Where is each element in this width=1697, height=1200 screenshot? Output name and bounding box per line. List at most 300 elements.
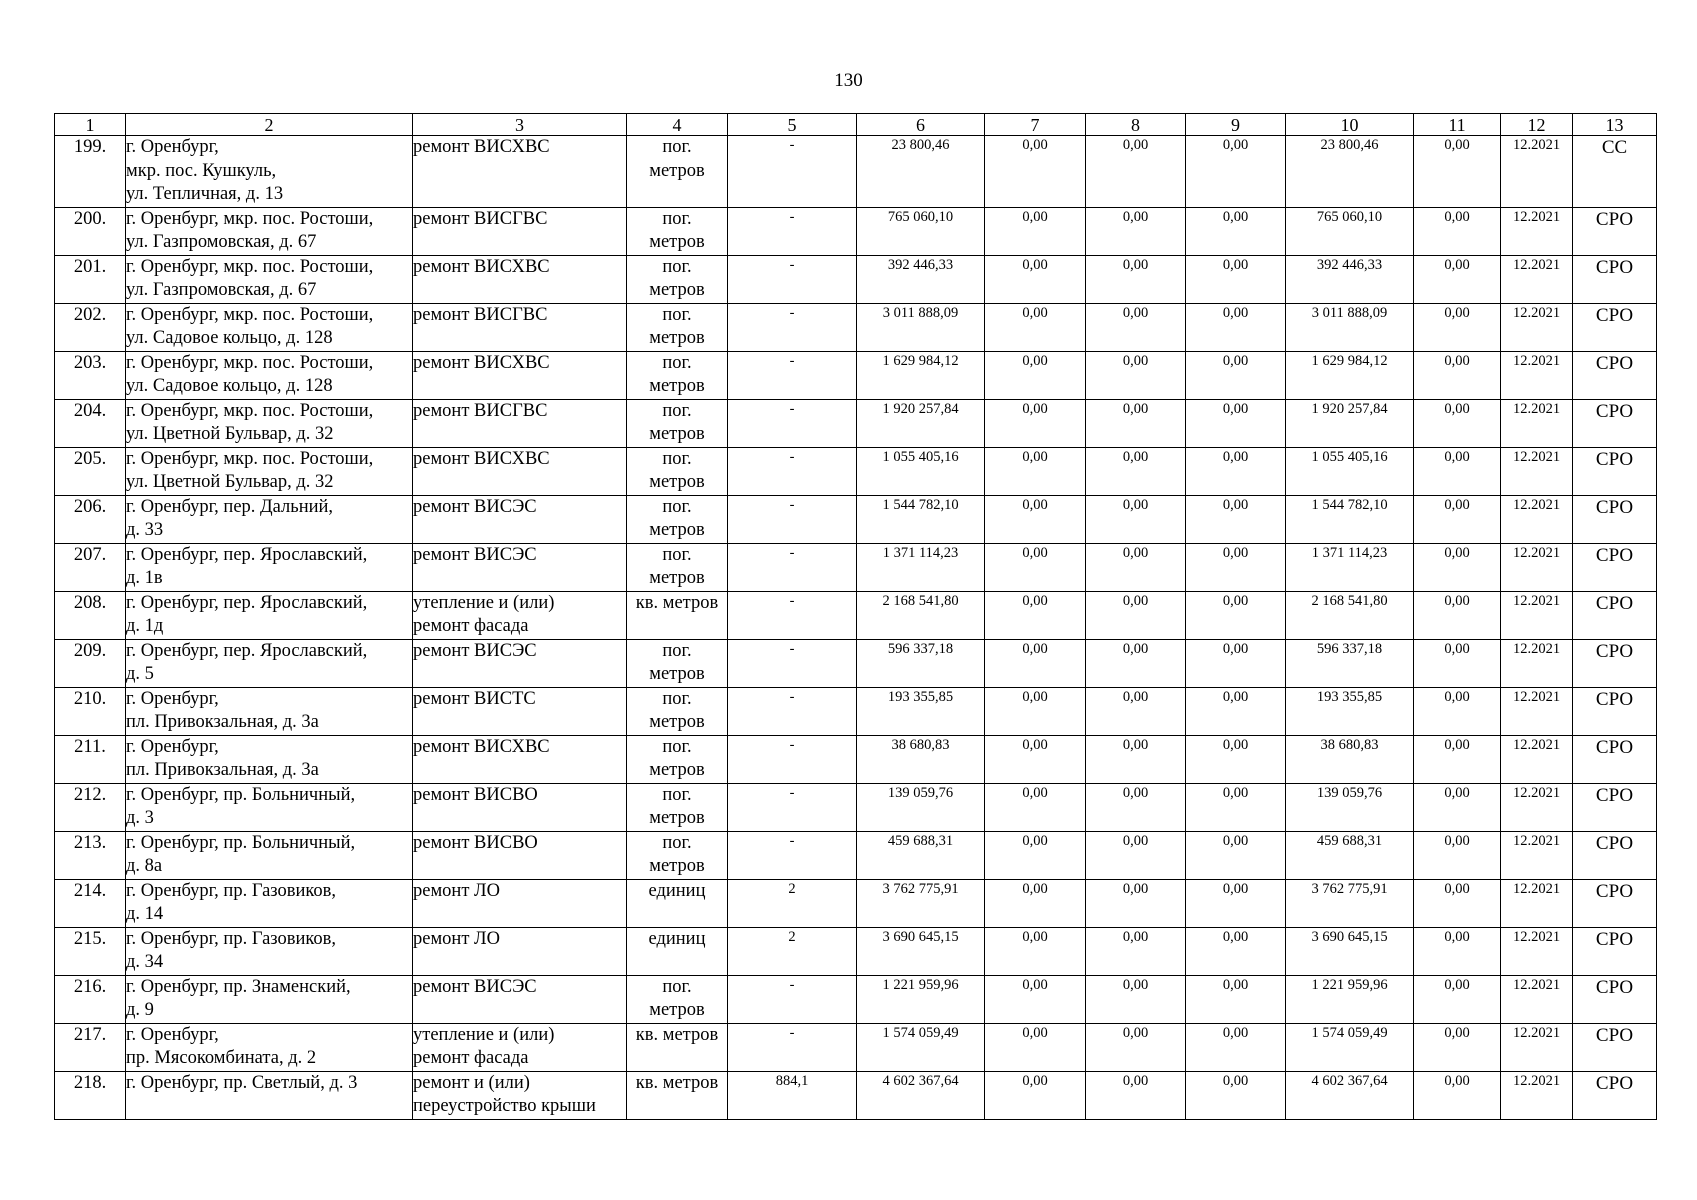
cost-col8-cell-text: 0,00 (1122, 208, 1149, 225)
address-cell-text: г. Оренбург, мкр. пос. Ростоши, ул. Газпромовская, д. 67 (126, 208, 374, 252)
cost-col8-cell (1086, 1023, 1186, 1071)
cost-col8-cell-text: 0,00 (1122, 928, 1149, 945)
funding-source-cell (1573, 351, 1657, 399)
table-row (55, 136, 1657, 208)
cost-col7-cell-text: 0,00 (1022, 448, 1048, 465)
cost-col8-cell (1086, 783, 1186, 831)
funding-source-cell (1573, 1071, 1657, 1119)
total-cost-cell-text: 139 059,76 (887, 784, 954, 801)
row-number-text: 212. (73, 784, 107, 805)
work-type-cell (413, 399, 627, 447)
funding-source-cell (1573, 735, 1657, 783)
cost-col9-cell-text: 0,00 (1222, 832, 1249, 849)
total-cost-cell (857, 735, 985, 783)
deadline-cell (1501, 687, 1573, 735)
address-cell (126, 303, 413, 351)
total-cost-cell-text: 193 355,85 (887, 688, 954, 705)
cost-col7-cell-text: 0,00 (1022, 496, 1048, 513)
cost-col10-cell (1286, 783, 1414, 831)
total-cost-cell-text: 4 602 367,64 (882, 1072, 959, 1089)
deadline-cell (1501, 639, 1573, 687)
table-row (55, 351, 1657, 399)
column-number-4: 4 (627, 114, 728, 136)
cost-col8-cell (1086, 543, 1186, 591)
unit-cell-text: пог. метров (649, 448, 705, 492)
address-cell-text: г. Оренбург, мкр. пос. Ростоши, ул. Садовое кольцо, д. 128 (126, 352, 374, 396)
cost-col10-cell (1286, 399, 1414, 447)
cost-col11-cell-text: 0,00 (1444, 928, 1470, 945)
funding-source-cell (1573, 975, 1657, 1023)
total-cost-cell (857, 495, 985, 543)
address-cell (126, 255, 413, 303)
cost-col11-cell-text: 0,00 (1444, 784, 1470, 801)
deadline-cell-text: 12.2021 (1512, 1024, 1561, 1041)
cost-col9-cell (1186, 927, 1286, 975)
address-cell (126, 351, 413, 399)
cost-col7-cell-text: 0,00 (1022, 400, 1048, 417)
cost-col10-cell-text: 392 446,33 (1316, 256, 1383, 273)
deadline-cell (1501, 303, 1573, 351)
funding-source-cell (1573, 303, 1657, 351)
cost-col11-cell (1414, 831, 1501, 879)
quantity-cell (728, 543, 857, 591)
cost-col9-cell (1186, 399, 1286, 447)
total-cost-cell-text: 392 446,33 (887, 256, 954, 273)
quantity-cell (728, 879, 857, 927)
row-number (55, 207, 126, 255)
cost-col9-cell-text: 0,00 (1222, 976, 1249, 993)
address-cell-text: г. Оренбург, пл. Привокзальная, д. 3а (126, 688, 319, 732)
unit-cell (627, 136, 728, 208)
address-cell (126, 879, 413, 927)
quantity-cell (728, 1071, 857, 1119)
cost-col9-cell-text: 0,00 (1222, 784, 1249, 801)
work-type-cell (413, 783, 627, 831)
deadline-cell-text: 12.2021 (1512, 400, 1561, 417)
row-number-text: 204. (73, 400, 107, 421)
table-row (55, 207, 1657, 255)
column-number-1: 1 (55, 114, 126, 136)
total-cost-cell (857, 207, 985, 255)
cost-col10-cell (1286, 351, 1414, 399)
unit-cell (627, 207, 728, 255)
address-cell (126, 447, 413, 495)
cost-col8-cell (1086, 639, 1186, 687)
address-cell-text: г. Оренбург, пр. Больничный, д. 3 (126, 784, 356, 828)
row-number-text: 206. (73, 496, 107, 517)
cost-col11-cell (1414, 783, 1501, 831)
address-cell-text: г. Оренбург, мкр. пос. Ростоши, ул. Цветной Бульвар, д. 32 (126, 448, 374, 492)
funding-source-cell (1573, 447, 1657, 495)
work-type-cell (413, 255, 627, 303)
funding-source-cell-text: СРО (1595, 304, 1634, 326)
work-type-cell-text: ремонт ВИСЭС (413, 496, 537, 517)
funding-source-cell (1573, 591, 1657, 639)
address-cell (126, 783, 413, 831)
table-row (55, 495, 1657, 543)
total-cost-cell-text: 38 680,83 (891, 736, 950, 753)
funding-source-cell (1573, 1023, 1657, 1071)
cost-col8-cell-text: 0,00 (1122, 592, 1149, 609)
cost-col11-cell (1414, 399, 1501, 447)
work-type-cell (413, 735, 627, 783)
deadline-cell (1501, 351, 1573, 399)
unit-cell-text: пог. метров (649, 688, 705, 732)
cost-col9-cell-text: 0,00 (1222, 736, 1249, 753)
table-row (55, 543, 1657, 591)
deadline-cell-text: 12.2021 (1512, 256, 1561, 273)
total-cost-cell (857, 1071, 985, 1119)
quantity-cell-text: - (789, 832, 795, 849)
funding-source-cell-text: СРО (1595, 688, 1634, 710)
cost-col8-cell (1086, 351, 1186, 399)
cost-col11-cell (1414, 255, 1501, 303)
unit-cell (627, 927, 728, 975)
cost-col7-cell (985, 591, 1086, 639)
cost-col8-cell-text: 0,00 (1122, 544, 1149, 561)
cost-col8-cell-text: 0,00 (1122, 880, 1149, 897)
row-number-text: 217. (73, 1024, 107, 1045)
quantity-cell-text: - (789, 784, 795, 801)
column-number-2: 2 (126, 114, 413, 136)
cost-col7-cell-text: 0,00 (1022, 688, 1048, 705)
cost-col11-cell-text: 0,00 (1444, 137, 1470, 153)
cost-col9-cell (1186, 136, 1286, 208)
quantity-cell (728, 207, 857, 255)
cost-col7-cell (985, 136, 1086, 208)
deadline-cell-text: 12.2021 (1512, 544, 1561, 561)
cost-col8-cell-text: 0,00 (1122, 256, 1149, 273)
cost-col11-cell (1414, 735, 1501, 783)
cost-col7-cell-text: 0,00 (1022, 352, 1048, 369)
cost-col10-cell-text: 596 337,18 (1316, 640, 1383, 657)
table-row (55, 591, 1657, 639)
address-cell-text: г. Оренбург, пер. Ярославский, д. 1в (126, 544, 368, 588)
funding-source-cell (1573, 783, 1657, 831)
cost-col9-cell (1186, 783, 1286, 831)
deadline-cell (1501, 879, 1573, 927)
quantity-cell (728, 735, 857, 783)
quantity-cell-text: - (789, 304, 795, 321)
total-cost-cell-text: 596 337,18 (887, 640, 954, 657)
address-cell-text: г. Оренбург, мкр. пос. Ростоши, ул. Газпромовская, д. 67 (126, 256, 374, 300)
work-type-cell-text: ремонт ЛО (413, 928, 500, 949)
funding-source-cell-text: СРО (1595, 640, 1634, 662)
table-row (55, 927, 1657, 975)
row-number (55, 639, 126, 687)
work-type-cell-text: ремонт ВИСГВС (413, 400, 548, 421)
cost-col7-cell (985, 207, 1086, 255)
deadline-cell-text: 12.2021 (1512, 304, 1561, 321)
quantity-cell-text: - (789, 256, 795, 273)
funding-source-cell (1573, 927, 1657, 975)
deadline-cell (1501, 735, 1573, 783)
cost-col8-cell-text: 0,00 (1122, 784, 1149, 801)
total-cost-cell (857, 591, 985, 639)
cost-col9-cell-text: 0,00 (1222, 496, 1249, 513)
funding-source-cell-text: СС (1601, 137, 1628, 158)
quantity-cell-text: 2 (788, 928, 796, 945)
total-cost-cell-text: 3 011 888,09 (882, 304, 959, 321)
deadline-cell-text: 12.2021 (1512, 352, 1561, 369)
funding-source-cell (1573, 687, 1657, 735)
address-cell (126, 735, 413, 783)
row-number-text: 208. (73, 592, 107, 613)
total-cost-cell-text: 23 800,46 (891, 137, 950, 153)
quantity-cell-text: - (789, 448, 795, 465)
cost-col11-cell (1414, 1071, 1501, 1119)
address-cell-text: г. Оренбург, пр. Мясокомбината, д. 2 (126, 1024, 317, 1068)
funding-source-cell-text: СРО (1595, 880, 1634, 902)
cost-col10-cell (1286, 927, 1414, 975)
cost-col11-cell (1414, 303, 1501, 351)
work-type-cell (413, 1071, 627, 1119)
cost-col10-cell (1286, 447, 1414, 495)
column-number-12: 12 (1501, 114, 1573, 136)
total-cost-cell (857, 927, 985, 975)
cost-col9-cell (1186, 495, 1286, 543)
unit-cell-text: пог. метров (649, 400, 705, 444)
cost-col10-cell (1286, 495, 1414, 543)
row-number (55, 303, 126, 351)
cost-col8-cell (1086, 831, 1186, 879)
cost-col9-cell-text: 0,00 (1222, 256, 1249, 273)
total-cost-cell (857, 783, 985, 831)
table-row (55, 399, 1657, 447)
unit-cell (627, 1071, 728, 1119)
funding-source-cell (1573, 136, 1657, 208)
cost-col7-cell (985, 1023, 1086, 1071)
quantity-cell (728, 591, 857, 639)
cost-col10-cell-text: 3 690 645,15 (1311, 928, 1388, 945)
funding-source-cell-text: СРО (1595, 976, 1634, 998)
work-type-cell-text: ремонт ВИСГВС (413, 304, 548, 325)
work-type-cell-text: ремонт ВИСВО (413, 832, 538, 853)
address-cell (126, 136, 413, 208)
address-cell-text: г. Оренбург, мкр. пос. Ростоши, ул. Цветной Бульвар, д. 32 (126, 400, 374, 444)
work-type-cell (413, 831, 627, 879)
cost-col9-cell (1186, 543, 1286, 591)
quantity-cell (728, 1023, 857, 1071)
table-row (55, 1023, 1657, 1071)
unit-cell-text: кв. метров (635, 1072, 719, 1093)
total-cost-cell-text: 1 221 959,96 (882, 976, 959, 993)
row-number-text: 200. (73, 208, 107, 229)
cost-col11-cell-text: 0,00 (1444, 736, 1470, 753)
cost-col7-cell (985, 543, 1086, 591)
cost-col11-cell-text: 0,00 (1444, 688, 1470, 705)
table-row (55, 975, 1657, 1023)
column-number-8: 8 (1086, 114, 1186, 136)
funding-source-cell-text: СРО (1595, 448, 1634, 470)
cost-col8-cell (1086, 447, 1186, 495)
work-type-cell-text: ремонт и (или) переустройство крыши (413, 1072, 596, 1116)
cost-col9-cell (1186, 687, 1286, 735)
address-cell-text: г. Оренбург, пер. Ярославский, д. 5 (126, 640, 368, 684)
deadline-cell-text: 12.2021 (1512, 928, 1561, 945)
unit-cell (627, 735, 728, 783)
total-cost-cell-text: 1 629 984,12 (882, 352, 959, 369)
unit-cell (627, 639, 728, 687)
deadline-cell-text: 12.2021 (1512, 880, 1561, 897)
address-cell-text: г. Оренбург, мкр. пос. Кушкуль, ул. Тепличная, д. 13 (126, 137, 284, 204)
cost-col11-cell-text: 0,00 (1444, 640, 1470, 657)
deadline-cell (1501, 1071, 1573, 1119)
deadline-cell (1501, 495, 1573, 543)
quantity-cell (728, 687, 857, 735)
funding-source-cell-text: СРО (1595, 352, 1634, 374)
cost-col7-cell-text: 0,00 (1022, 736, 1048, 753)
work-type-cell (413, 1023, 627, 1071)
cost-col9-cell (1186, 447, 1286, 495)
cost-col7-cell (985, 399, 1086, 447)
total-cost-cell (857, 447, 985, 495)
funding-source-cell (1573, 639, 1657, 687)
address-cell-text: г. Оренбург, мкр. пос. Ростоши, ул. Садовое кольцо, д. 128 (126, 304, 374, 348)
quantity-cell-text: - (789, 1024, 795, 1041)
unit-cell (627, 831, 728, 879)
unit-cell (627, 447, 728, 495)
work-type-cell (413, 927, 627, 975)
deadline-cell-text: 12.2021 (1512, 640, 1561, 657)
cost-col7-cell (985, 351, 1086, 399)
cost-col8-cell-text: 0,00 (1122, 400, 1149, 417)
cost-col7-cell-text: 0,00 (1022, 1072, 1048, 1089)
column-number-9: 9 (1186, 114, 1286, 136)
cost-col7-cell (985, 927, 1086, 975)
quantity-cell (728, 831, 857, 879)
cost-col7-cell (985, 255, 1086, 303)
row-number (55, 831, 126, 879)
cost-col7-cell-text: 0,00 (1022, 640, 1048, 657)
table-row (55, 687, 1657, 735)
work-type-cell-text: ремонт ВИСХВС (413, 736, 550, 757)
deadline-cell (1501, 783, 1573, 831)
cost-col11-cell-text: 0,00 (1444, 832, 1470, 849)
column-number-6: 6 (857, 114, 985, 136)
funding-source-cell-text: СРО (1595, 784, 1634, 806)
total-cost-cell-text: 3 762 775,91 (882, 880, 959, 897)
column-number-13: 13 (1573, 114, 1657, 136)
cost-col10-cell (1286, 687, 1414, 735)
unit-cell (627, 687, 728, 735)
cost-col8-cell-text: 0,00 (1122, 304, 1149, 321)
unit-cell (627, 879, 728, 927)
cost-col11-cell-text: 0,00 (1444, 1024, 1470, 1041)
address-cell (126, 927, 413, 975)
column-number-10: 10 (1286, 114, 1414, 136)
cost-col8-cell-text: 0,00 (1122, 352, 1149, 369)
cost-col8-cell (1086, 136, 1186, 208)
address-cell-text: г. Оренбург, пл. Привокзальная, д. 3а (126, 736, 319, 780)
cost-col8-cell (1086, 687, 1186, 735)
cost-col7-cell-text: 0,00 (1022, 137, 1048, 153)
unit-cell-text: пог. метров (649, 208, 705, 252)
cost-col8-cell-text: 0,00 (1122, 1072, 1149, 1089)
quantity-cell-text: - (789, 544, 795, 561)
address-cell-text: г. Оренбург, пер. Дальний, д. 33 (126, 496, 334, 540)
cost-col7-cell (985, 831, 1086, 879)
row-number (55, 495, 126, 543)
cost-col9-cell-text: 0,00 (1222, 352, 1249, 369)
cost-col9-cell-text: 0,00 (1222, 640, 1249, 657)
cost-col8-cell-text: 0,00 (1122, 976, 1149, 993)
cost-col9-cell-text: 0,00 (1222, 304, 1249, 321)
cost-col11-cell-text: 0,00 (1444, 208, 1470, 225)
deadline-cell-text: 12.2021 (1512, 1072, 1561, 1089)
funding-source-cell-text: СРО (1595, 592, 1634, 614)
funding-source-cell-text: СРО (1595, 1024, 1634, 1046)
unit-cell-text: пог. метров (649, 640, 705, 684)
work-type-cell (413, 495, 627, 543)
address-cell (126, 207, 413, 255)
work-type-cell (413, 639, 627, 687)
total-cost-cell (857, 1023, 985, 1071)
funding-source-cell-text: СРО (1595, 400, 1634, 422)
cost-col11-cell (1414, 975, 1501, 1023)
row-number-text: 199. (73, 137, 107, 157)
cost-col10-cell-text: 1 920 257,84 (1311, 400, 1388, 417)
cost-col11-cell (1414, 591, 1501, 639)
work-type-cell-text: ремонт ВИСГВС (413, 208, 548, 229)
cost-col9-cell-text: 0,00 (1222, 400, 1249, 417)
cost-col9-cell-text: 0,00 (1222, 1024, 1249, 1041)
deadline-cell (1501, 975, 1573, 1023)
cost-col8-cell (1086, 255, 1186, 303)
cost-col7-cell-text: 0,00 (1022, 832, 1048, 849)
deadline-cell (1501, 207, 1573, 255)
cost-col9-cell (1186, 639, 1286, 687)
capital-repair-table (54, 113, 1657, 1120)
cost-col9-cell (1186, 1071, 1286, 1119)
table-row (55, 447, 1657, 495)
cost-col10-cell-text: 459 688,31 (1316, 832, 1383, 849)
cost-col8-cell (1086, 879, 1186, 927)
total-cost-cell-text: 1 371 114,23 (882, 544, 959, 561)
unit-cell (627, 495, 728, 543)
cost-col9-cell (1186, 255, 1286, 303)
column-number-7: 7 (985, 114, 1086, 136)
cost-col9-cell-text: 0,00 (1222, 592, 1249, 609)
work-type-cell-text: ремонт ВИСЭС (413, 976, 537, 997)
cost-col11-cell (1414, 879, 1501, 927)
funding-source-cell-text: СРО (1595, 1072, 1634, 1094)
unit-cell (627, 591, 728, 639)
page-number: 130 (834, 70, 863, 91)
cost-col8-cell (1086, 1071, 1186, 1119)
cost-col10-cell-text: 1 629 984,12 (1311, 352, 1388, 369)
funding-source-cell-text: СРО (1595, 832, 1634, 854)
total-cost-cell (857, 831, 985, 879)
quantity-cell-text: - (789, 496, 795, 513)
cost-col11-cell-text: 0,00 (1444, 496, 1470, 513)
row-number (55, 975, 126, 1023)
row-number (55, 136, 126, 208)
deadline-cell-text: 12.2021 (1512, 208, 1561, 225)
funding-source-cell (1573, 207, 1657, 255)
work-type-cell (413, 975, 627, 1023)
deadline-cell (1501, 399, 1573, 447)
total-cost-cell-text: 3 690 645,15 (882, 928, 959, 945)
funding-source-cell (1573, 255, 1657, 303)
table-row (55, 735, 1657, 783)
row-number (55, 351, 126, 399)
quantity-cell-text: 884,1 (775, 1072, 809, 1089)
cost-col10-cell-text: 1 574 059,49 (1311, 1024, 1388, 1041)
cost-col11-cell-text: 0,00 (1444, 352, 1470, 369)
cost-col11-cell (1414, 207, 1501, 255)
cost-col10-cell (1286, 303, 1414, 351)
